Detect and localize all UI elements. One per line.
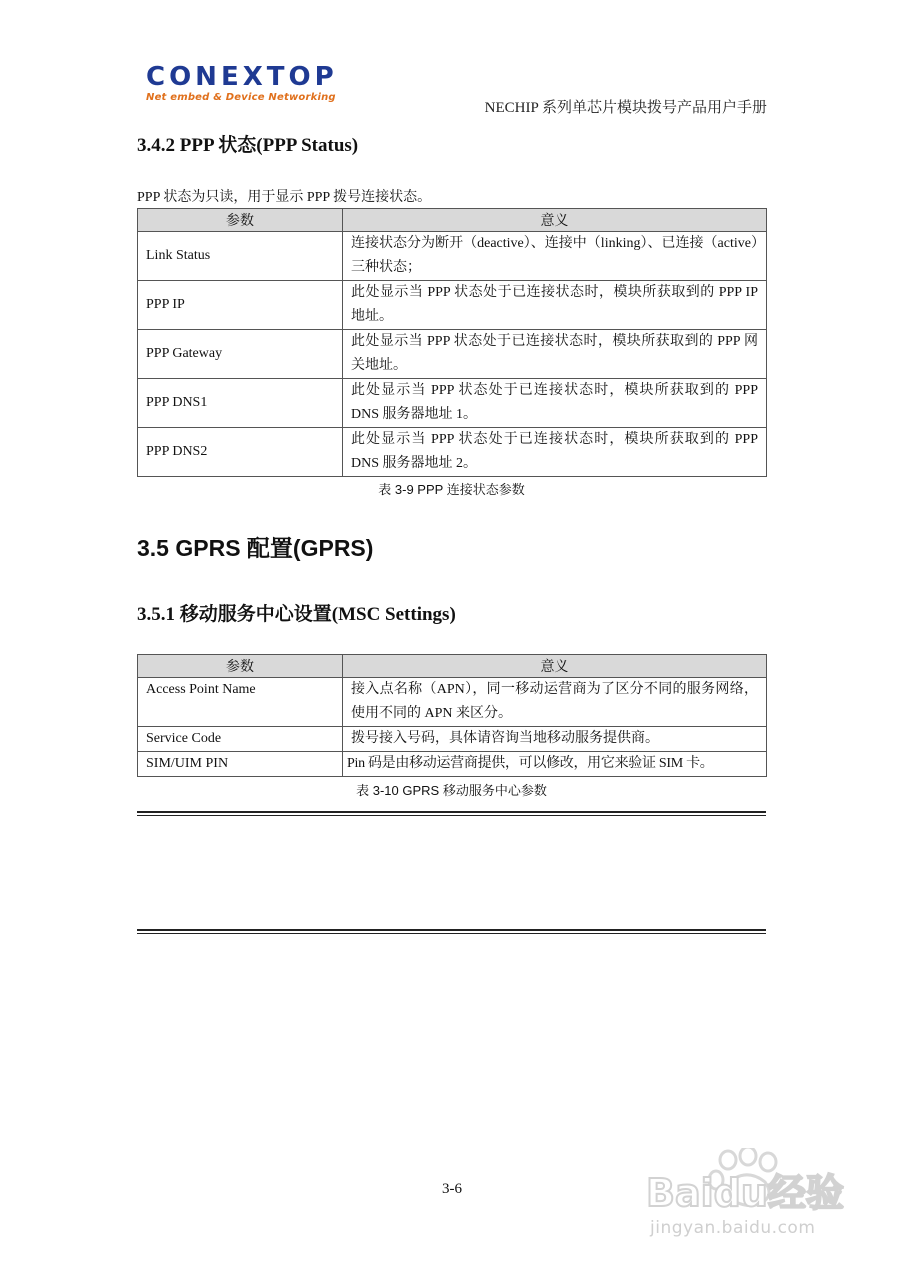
- param-cell: Access Point Name: [138, 678, 343, 727]
- table-row: [138, 281, 767, 330]
- divider-line: [137, 929, 766, 931]
- meaning-cell: 此处显示当 PPP 状态处于已连接状态时，模块所获取到的 PPP DNS 服务器地址 2。: [343, 428, 767, 477]
- company-logo: [146, 62, 338, 104]
- table-header-row: [138, 209, 767, 232]
- page-number: 3-6: [442, 1181, 462, 1197]
- meaning-cell: Pin 码是由移动运营商提供，可以修改，用它来验证 SIM 卡。: [343, 752, 767, 777]
- table-row: [138, 232, 767, 281]
- logo-tagline: Net embed & Device Networking: [146, 92, 336, 103]
- section-intro-text: PPP 状态为只读，用于显示 PPP 拨号连接状态。: [137, 190, 432, 205]
- table-row: [138, 428, 767, 477]
- param-cell: PPP DNS2: [138, 428, 343, 477]
- divider-line: [137, 811, 766, 813]
- meaning-cell: 此处显示当 PPP 状态处于已连接状态时，模块所获取到的 PPP IP 地址。: [343, 281, 767, 330]
- section-heading-3-5-1: 3.5.1 移动服务中心设置(MSC Settings): [137, 604, 456, 625]
- meaning-cell: 此处显示当 PPP 状态处于已连接状态时，模块所获取到的 PPP 网关地址。: [343, 330, 767, 379]
- table-row: [138, 727, 767, 752]
- divider-line: [137, 815, 766, 816]
- meaning-cell: 接入点名称（APN），同一移动运营商为了区分不同的服务网络，使用不同的 APN 来区分。: [343, 678, 767, 727]
- table-caption-3-9: 表 3-9 PPP 连接状态参数: [378, 482, 525, 497]
- logo-wordmark: CONEXTOP: [146, 62, 338, 92]
- table-header-row: [138, 655, 767, 678]
- param-cell: SIM/UIM PIN: [138, 752, 343, 777]
- column-header-param: 参数: [138, 209, 343, 232]
- column-header-meaning: 意义: [343, 655, 767, 678]
- watermark-brand: Baidu经验: [646, 1171, 844, 1215]
- msc-settings-table: [137, 654, 767, 777]
- table-row: [138, 330, 767, 379]
- param-cell: PPP IP: [138, 281, 343, 330]
- param-cell: PPP DNS1: [138, 379, 343, 428]
- divider-line: [137, 933, 766, 934]
- watermark-url: jingyan.baidu.com: [650, 1218, 816, 1238]
- table-row: [138, 678, 767, 727]
- ppp-status-table: [137, 208, 767, 477]
- meaning-cell: 拨号接入号码，具体请咨询当地移动服务提供商。: [343, 727, 767, 752]
- meaning-cell: 连接状态分为断开（deactive）、连接中（linking）、已连接（active）三种状态；: [343, 232, 767, 281]
- param-cell: PPP Gateway: [138, 330, 343, 379]
- meaning-cell: 此处显示当 PPP 状态处于已连接状态时，模块所获取到的 PPP DNS 服务器地址 1。: [343, 379, 767, 428]
- document-title: NECHIP 系列单芯片模块拨号产品用户手册: [484, 100, 767, 116]
- param-cell: Service Code: [138, 727, 343, 752]
- column-header-meaning: 意义: [343, 209, 767, 232]
- column-header-param: 参数: [138, 655, 343, 678]
- table-row: [138, 752, 767, 777]
- section-heading-3-5: 3.5 GPRS 配置(GPRS): [137, 535, 374, 561]
- table-caption-3-10: 表 3-10 GPRS 移动服务中心参数: [356, 783, 547, 798]
- section-heading-3-4-2: 3.4.2 PPP 状态(PPP Status): [137, 135, 359, 156]
- table-row: [138, 379, 767, 428]
- param-cell: Link Status: [138, 232, 343, 281]
